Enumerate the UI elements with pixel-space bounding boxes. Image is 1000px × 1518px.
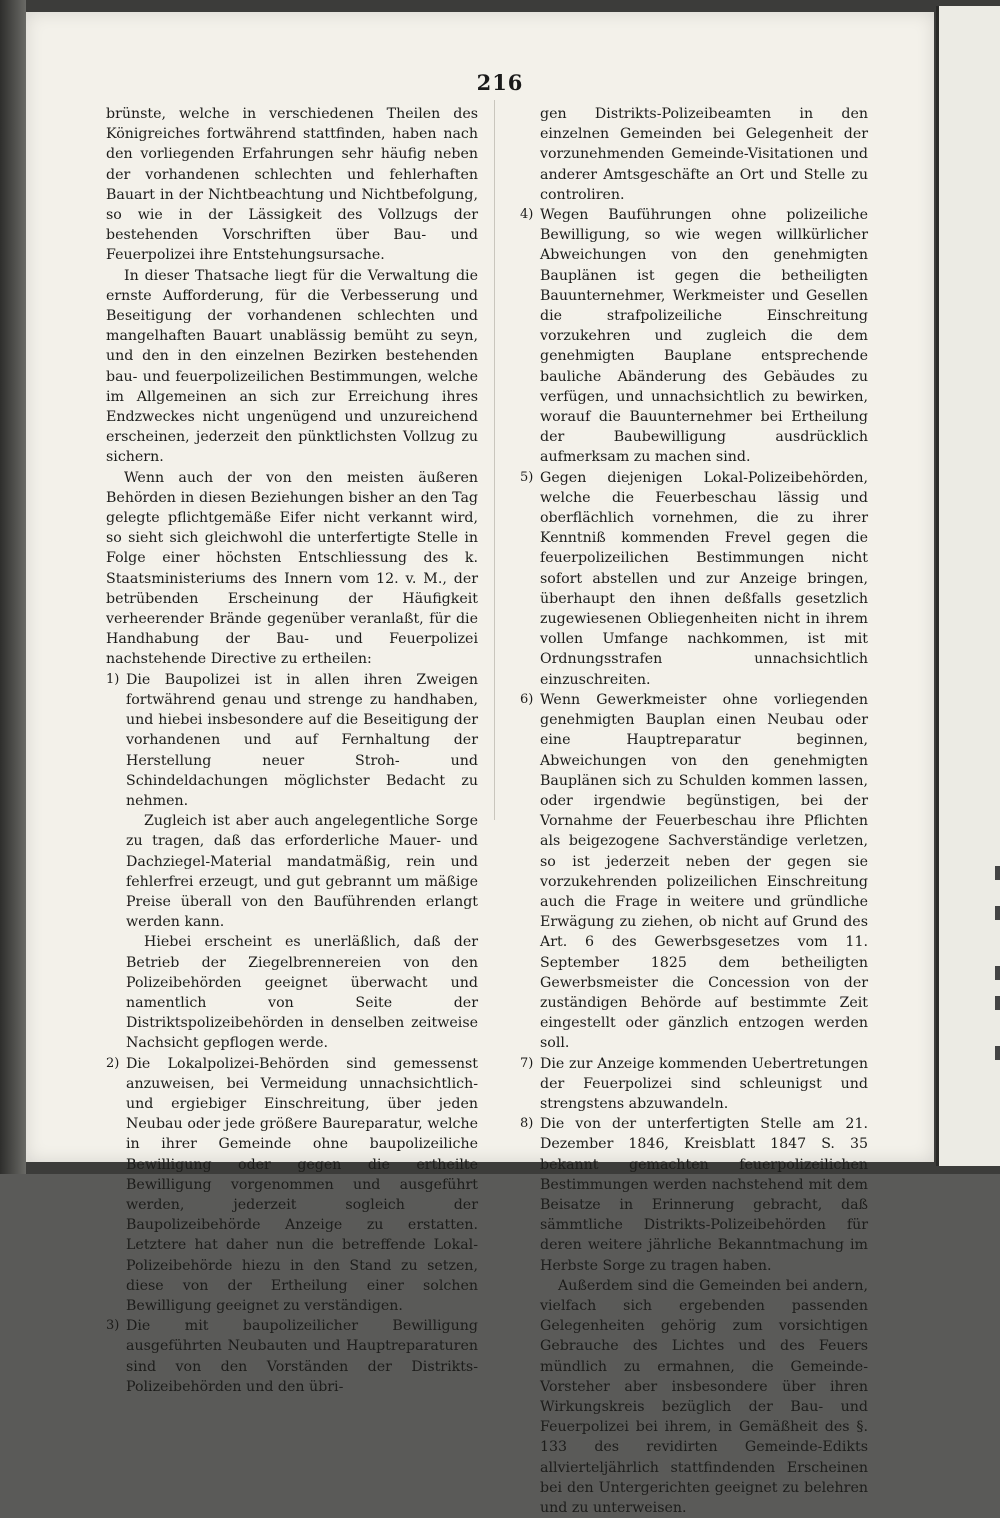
edge-mark (995, 866, 1000, 880)
list-number: 8) (520, 1116, 534, 1132)
list-text: Wenn Gewerkmeister ohne vorliegenden genehmigten Bauplan einen Neubau oder eine Hauptreparatur beginnen, Abweichungen von den genehmigten Bauplänen sich zu Schulden kommen lassen, oder irgendwie begünstigen, bei der Vornahme der Feuerbeschau ihre Pflichten als beigezogene Sachverständige verletzen, so ist jederzeit neben der gegen sie vorzukehrenden polizeilichen Einschreitung auch die Frage in weitere und gründliche Erwägung zu ziehen, ob nicht auf Grund des Art. 6 des Gewerbsgesetzes vom 11. September 1825 dem betheiligten Gewerbsmeister die Concession von der zuständigen Behörde auf bestimmte Zeit eingestellt oder gänzlich entzogen werden soll. (540, 691, 868, 1052)
list-number: 4) (520, 207, 534, 223)
list-item (520, 1114, 868, 1518)
paragraph: brünste, welche in verschiedenen Theilen des Königreiches fortwährend stattfinden, haben nach den vorliegenden Erfahrungen sehr häufig neben der vorhandenen schlechten und fehlerhaften Bauart in der Nichtbeachtung und Nichtbefolgung, so wie in der Lässigkeit des Vollzugs der bestehenden Vorschriften über Bau- und Feuerpolizei ihre Entstehungsursache. (106, 106, 478, 264)
item-paragraph: Die Baupolizei ist in allen ihren Zweigen fortwährend genau und strenge zu handhaben, und hiebei insbesondere auf die Beseitigung der vorhandenen und auf Fernhaltung der Herstellung neuer Stroh- und Schindeldachungen möglichster Bedacht zu nehmen. (126, 671, 478, 809)
edge-mark (995, 1046, 1000, 1060)
list-number: 6) (520, 691, 534, 707)
item-paragraph: Hiebei erscheint es unerläßlich, daß der Betrieb der Ziegelbrennereien von den Polizeibehörden geeignet überwacht und namentlich von Seite der Distriktspolizeibehörden in denselben zeitweise Nachsicht gepflogen werde. (126, 934, 478, 1052)
list-text (540, 1114, 868, 1518)
item-paragraph: Außerdem sind die Gemeinden bei andern, vielfach sich ergebenden passenden Gelegenheiten gehörig zum vorsichtigen Gebrauche des Lichtes und des Feuers mündlich zu ermahnen, die Gemeinde-Vorsteher aber insbesondere über ihren Wirkungskreis bezüglich der Bau- und Feuerpolizei bei ihrem, in Gemäßheit des §. 133 des revidirten Gemeinde-Edikts allvierteljährlich stattfindenden Erscheinen bei den Untergerichten geeignet zu belehren und zu unterweisen. (540, 1277, 868, 1517)
list-item (520, 468, 868, 690)
list-text (126, 670, 478, 1054)
edge-mark (995, 996, 1000, 1010)
right-column (520, 104, 868, 1518)
paragraph: gen Distrikts-Polizeibeamten in den einzelnen Gemeinden bei Gelegenheit der vorzunehmenden Gemeinde-Visitationen und anderer Amtsgeschäfte an Ort und Stelle zu controliren. (540, 106, 868, 203)
edge-mark (995, 906, 1000, 920)
item-paragraph: Die von der unterfertigten Stelle am 21. Dezember 1846, Kreisblatt 1847 S. 35 bekannt gemachten feuerpolizeilichen Bestimmungen werden nachstehend mit dem Beisatze in Erinnerung gebracht, daß sämmtliche Distrikts-Polizeibehörden für deren weitere jährliche Bekanntmachung im Herbste Sorge zu tragen haben. (540, 1116, 868, 1274)
list-text: Gegen diejenigen Lokal-Polizeibehörden, welche die Feuerbeschau lässig und oberflächlich vornehmen, die zu ihrer Kenntniß kommenden Frevel gegen die feuerpolizeilichen Bestimmungen nicht sofort abstellen und zur Anzeige bringen, überhaupt den ihnen deßfalls gesetzlich zugewiesenen Obliegenheiten nicht in ihrem vollen Umfange nachkommen, ist mit Ordnungsstrafen unnachsichtlich einzuschreiten. (540, 469, 868, 688)
list-item (106, 1316, 478, 1397)
list-text: Die Lokalpolizei-Behörden sind gemessenst anzuweisen, bei Vermeidung unnachsichtlich- und ergiebiger Einschreitung, über jeden Neubau oder jede größere Baureparatur, welche in ihrer Gemeinde ohne baupolizeiliche Bewilligung oder gegen die ertheilte Bewilligung vorgenommen und ausgeführt werden, jederzeit sogleich der Baupolizeibehörde Anzeige zu erstatten. Letztere hat daher nun die betreffende Lokal-Polizeibehörde hiezu in den Stand zu setzen, diese von der Ertheilung einer solchen Bewilligung geeignet zu verständigen. (126, 1055, 478, 1314)
list-item (520, 1054, 868, 1115)
list-item (520, 205, 868, 468)
list-number: 7) (520, 1055, 534, 1071)
list-item (106, 670, 478, 1054)
list-item (520, 690, 868, 1054)
binding-shadow (0, 0, 26, 1174)
list-number: 5) (520, 469, 534, 485)
list-number: 1) (106, 671, 120, 687)
list-item (106, 1054, 478, 1317)
list-text: Die mit baupolizeilicher Bewilligung ausgeführten Neubauten und Hauptreparaturen sind von den Vorständen der Distrikts-Polizeibehörden und den übri- (126, 1318, 478, 1395)
list-text: Wegen Bauführungen ohne polizeiliche Bewilligung, so wie wegen willkürlicher Abweichungen von den genehmigten Bauplänen ist gegen die betheiligten Bauunternehmer, Werkmeister und Gesellen die strafpolizeiliche Einschreitung vorzukehren und zugleich die dem genehmigten Bauplane entsprechende bauliche Abänderung des Gebäudes zu verfügen, und unnachsichtlich zu bewirken, worauf die Bauunternehmer bei Ertheilung der Baubewilligung ausdrücklich aufmerksam zu machen sind. (540, 207, 868, 466)
left-column (106, 104, 478, 1397)
item-paragraph: Zugleich ist aber auch angelegentliche Sorge zu tragen, daß das erforderliche Mauer- und Dachziegel-Material mandatmäßig, rein und fehlerfrei erzeugt, und gut gebrannt um mäßige Preise überall von den Bauführenden erlangt werden kann. (126, 813, 478, 931)
edge-mark (995, 966, 1000, 980)
list-number: 3) (106, 1318, 120, 1334)
paragraph: Wenn auch der von den meisten äußeren Behörden in diesen Beziehungen bisher an den Tag gelegte pflichtgemäße Eifer nicht verkannt wird, so sieht sich gleichwohl die unterfertigte Stelle in Folge einer höchsten Entschliessung des k. Staatsministeriums des Innern vom 12. v. M., der betrübenden Erscheinung der Häufigkeit verheerender Brände gegenüber veranlaßt, für die Handhabung der Bau- und Feuerpolizei nachstehende Directive zu ertheilen: (106, 469, 478, 668)
page-number: 216 (476, 70, 524, 95)
adjacent-page-edge (936, 6, 1000, 1166)
list-text: Die zur Anzeige kommenden Uebertretungen der Feuerpolizei sind schleunigst und strengstens abzuwandeln. (540, 1055, 868, 1112)
paragraph: In dieser Thatsache liegt für die Verwaltung die ernste Aufforderung, für die Verbesserung und Beseitigung der vorhandenen schlechten und mangelhaften Bauart unablässig bemüht zu seyn, und den in den einzelnen Bezirken bestehenden bau- und feuerpolizeilichen Bestimmungen, welche im Allgemeinen an sich zur Erreichung ihres Endzweckes nicht ungenügend und unzureichend erscheinen, jederzeit den pünktlichsten Vollzug zu sichern. (106, 267, 478, 466)
column-divider (494, 100, 495, 820)
list-number: 2) (106, 1055, 120, 1071)
